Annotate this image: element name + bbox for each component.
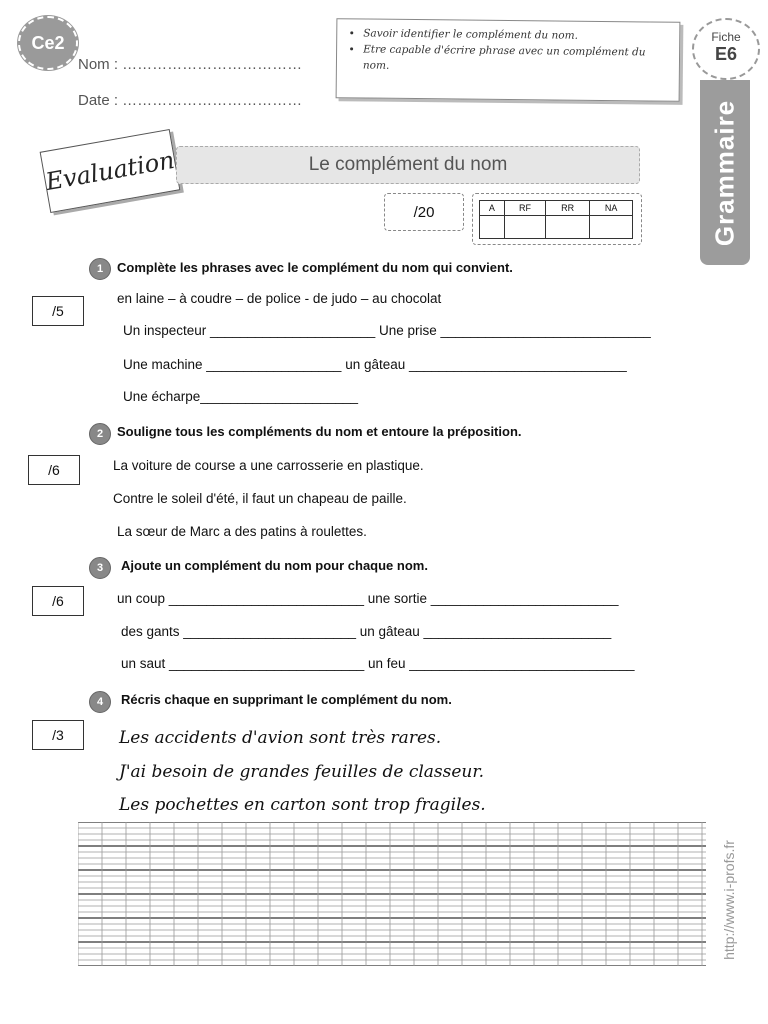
cursive-sentence: Les pochettes en carton sont trop fragiles. bbox=[119, 795, 486, 815]
subject-tab bbox=[700, 80, 750, 265]
date-field: Date : ……………………………… bbox=[78, 92, 303, 109]
exercise-points: /6 bbox=[32, 586, 84, 616]
subject-label: Grammaire bbox=[709, 99, 740, 246]
eval-cell[interactable] bbox=[480, 216, 505, 239]
exercise-line: un saut __________________________ un feu ______________________________ bbox=[121, 656, 635, 671]
exercise-points: /6 bbox=[28, 455, 80, 485]
eval-cell[interactable] bbox=[504, 216, 545, 239]
eval-cell[interactable] bbox=[546, 216, 590, 239]
exercise-line: un coup __________________________ une sortie _________________________ bbox=[117, 591, 619, 606]
cursive-sentence: J'ai besoin de grandes feuilles de classeur. bbox=[119, 762, 485, 782]
score-total: /20 bbox=[384, 193, 464, 231]
eval-col-header: RF bbox=[504, 201, 545, 216]
eval-cell[interactable] bbox=[590, 216, 633, 239]
name-field: Nom : ……………………………… bbox=[78, 56, 303, 73]
exercise-line: Contre le soleil d'été, il faut un chapeau de paille. bbox=[113, 491, 407, 506]
exercise-title: Récris chaque en supprimant le complément du nom. bbox=[121, 692, 452, 707]
exercise-number: 1 bbox=[89, 258, 111, 280]
exercise-line: Une machine __________________ un gâteau _____________________________ bbox=[123, 357, 627, 372]
objective-item: • Savoir identifier le complément du nom. bbox=[363, 25, 671, 44]
exercise-number: 3 bbox=[89, 557, 111, 579]
handwriting-grid[interactable] bbox=[78, 822, 706, 966]
exercise-title: Complète les phrases avec le complément du nom qui convient. bbox=[117, 260, 513, 275]
eval-col-header: NA bbox=[590, 201, 633, 216]
objective-item: • Etre capable d'écrire phrase avec un complément du nom. bbox=[363, 41, 671, 76]
exercise-number: 2 bbox=[89, 423, 111, 445]
objectives-note bbox=[336, 18, 681, 102]
exercise-title: Ajoute un complément du nom pour chaque nom. bbox=[121, 558, 428, 573]
exercise-points: /3 bbox=[32, 720, 84, 750]
exercise-line: Un inspecteur ______________________ Une prise ____________________________ bbox=[123, 323, 651, 338]
fiche-badge bbox=[692, 18, 760, 80]
eval-col-header: RR bbox=[546, 201, 590, 216]
exercise-line: des gants _______________________ un gâteau _________________________ bbox=[121, 624, 612, 639]
page-title: Le complément du nom bbox=[176, 146, 640, 184]
word-bank: en laine – à coudre – de police - de judo – au chocolat bbox=[117, 291, 442, 306]
exercise-line: Une écharpe_____________________ bbox=[123, 389, 358, 404]
footer-url: http://www.i-profs.fr bbox=[721, 840, 737, 960]
exercise-line: La sœur de Marc a des patins à roulettes. bbox=[117, 524, 367, 539]
exercise-number: 4 bbox=[89, 691, 111, 713]
eval-col-header: A bbox=[480, 201, 505, 216]
exercise-title: Souligne tous les compléments du nom et entoure la préposition. bbox=[117, 424, 522, 439]
evaluation-grid bbox=[472, 193, 642, 245]
level-badge: Ce2 bbox=[18, 16, 78, 70]
fiche-code: E6 bbox=[714, 44, 738, 64]
fiche-label: Fiche bbox=[711, 30, 741, 44]
exercise-line: La voiture de course a une carrosserie en plastique. bbox=[113, 458, 424, 473]
exercise-points: /5 bbox=[32, 296, 84, 326]
evaluation-tag: Evaluation bbox=[40, 129, 181, 213]
cursive-sentence: Les accidents d'avion sont très rares. bbox=[119, 728, 442, 748]
